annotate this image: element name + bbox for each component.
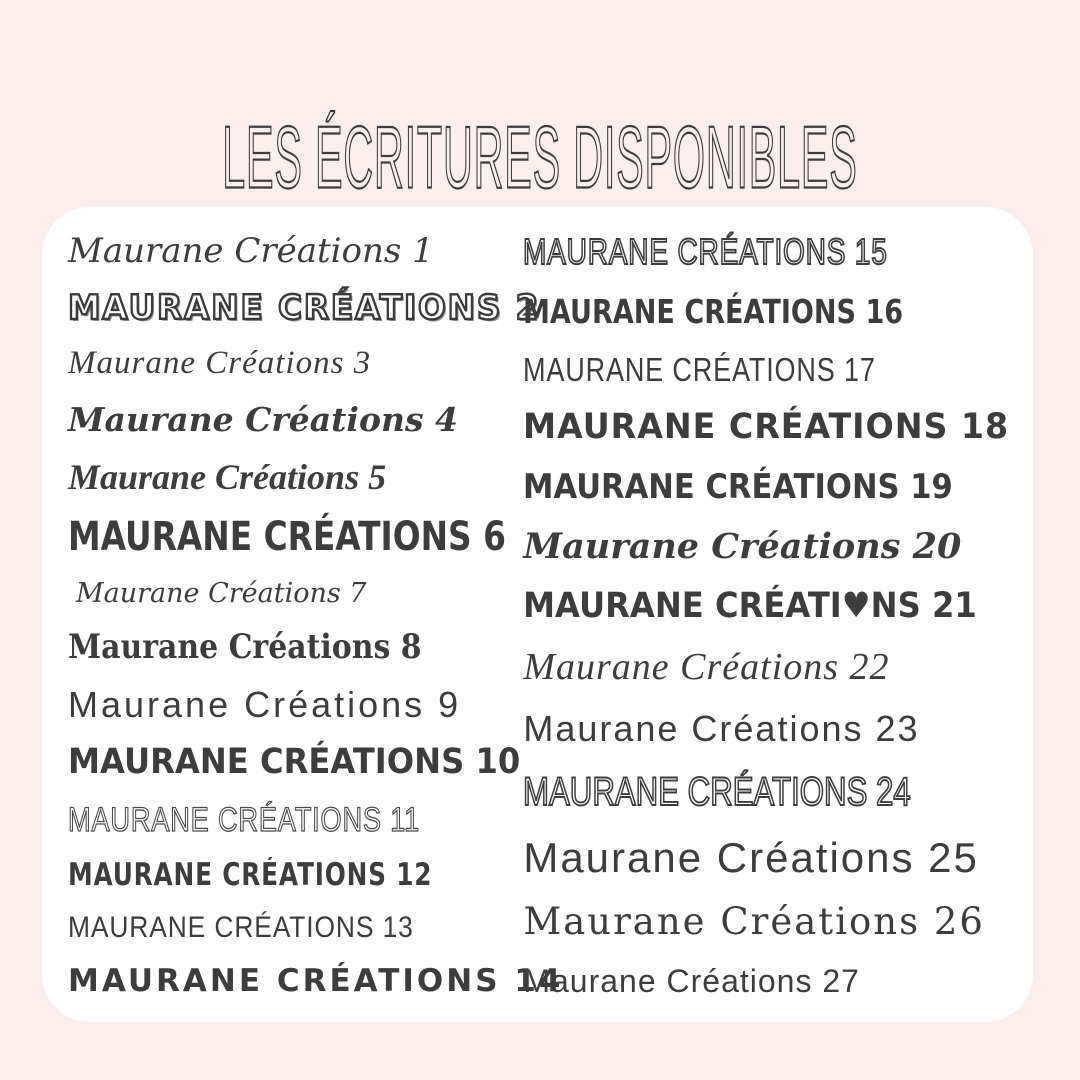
font-sample-label: MAURANE CRÉATIONS 12 [68, 856, 433, 893]
font-sample-21 [523, 585, 1007, 626]
font-sample-label: MAURANE CRÉATIONS 16 [523, 291, 904, 331]
font-sample-13 [68, 913, 509, 943]
font-sample-label: Maurane Créations 4 [68, 400, 458, 440]
font-sample-25 [523, 833, 1007, 881]
font-list-left-column [68, 231, 564, 999]
font-sample-1 [68, 231, 509, 271]
font-sample-label: Maurane Créations 5 [68, 456, 387, 497]
font-sample-label: MAURANE CRÉATIONS 24 [523, 769, 912, 814]
font-sample-label: Maurane Créations 7 [76, 578, 367, 610]
font-sample-2 [68, 287, 541, 328]
font-sample-14 [68, 962, 564, 999]
font-sample-label: Maurane Créations 3 [68, 345, 372, 382]
fonts-card [42, 207, 1033, 1022]
font-sample-label: MAURANE CRÉATIONS 10 [68, 742, 521, 783]
font-sample-8 [68, 626, 509, 667]
font-sample-label: MAURANE CRÉATIONS 6 [68, 514, 506, 561]
font-sample-label: Maurane Créations 1 [68, 231, 434, 271]
font-sample-label: MAURANE CRÉATIONS 14 [68, 962, 564, 999]
font-sample-22 [523, 646, 1007, 689]
font-list-right-column [509, 231, 1010, 999]
font-sample-label: MAURANE CRÉATIONS 19 [523, 467, 954, 507]
font-sample-label: MAURANE CRÉATIONS 11 [68, 800, 421, 839]
font-sample-26 [523, 900, 1007, 944]
font-sample-3 [68, 347, 509, 380]
font-sample-label: Maurane Créations 20 [523, 525, 962, 567]
font-sample-9 [68, 683, 509, 725]
font-sample-label: Maurane Créations 26 [523, 900, 985, 944]
font-sample-16 [523, 291, 1007, 331]
page-title: LES ÉCRITURES DISPONIBLES [222, 108, 858, 207]
page-title-wrap [0, 110, 1080, 205]
font-sample-4 [68, 400, 509, 440]
font-sample-23 [523, 708, 1007, 749]
font-sample-label: Maurane Créations 27 [523, 963, 860, 999]
font-sample-12 [68, 856, 509, 893]
font-sample-27 [523, 965, 1007, 997]
font-sample-label: MAURANE CRÉATI♥NS 21 [523, 585, 978, 626]
font-sample-20 [523, 525, 1007, 567]
font-sample-15 [523, 231, 1007, 272]
font-sample-label: MAURANE CRÉATIONS 17 [523, 350, 877, 388]
font-sample-label: Maurane Créations 22 [523, 646, 890, 689]
font-sample-label: MAURANE CRÉATIONS 18 [523, 407, 1010, 448]
font-sample-10 [68, 742, 521, 783]
font-sample-19 [523, 467, 1007, 507]
font-sample-label: Maurane Créations 9 [68, 683, 462, 725]
font-sample-label: Maurane Créations 25 [523, 833, 979, 881]
font-sample-6 [68, 514, 509, 561]
font-sample-label: MAURANE CRÉATIONS 13 [68, 911, 414, 945]
font-sample-11 [68, 800, 509, 839]
font-sample-label: MAURANE CRÉATIONS 2 [68, 287, 541, 328]
font-sample-label: Maurane Créations 23 [523, 708, 920, 749]
font-sample-5 [68, 456, 509, 497]
font-sample-label: MAURANE CRÉATIONS 15 [523, 231, 888, 272]
font-sample-17 [523, 350, 1007, 388]
font-sample-7 [68, 578, 509, 610]
font-sample-24 [523, 769, 1007, 814]
font-sample-label: Maurane Créations 8 [68, 626, 422, 667]
font-sample-18 [523, 407, 1010, 448]
